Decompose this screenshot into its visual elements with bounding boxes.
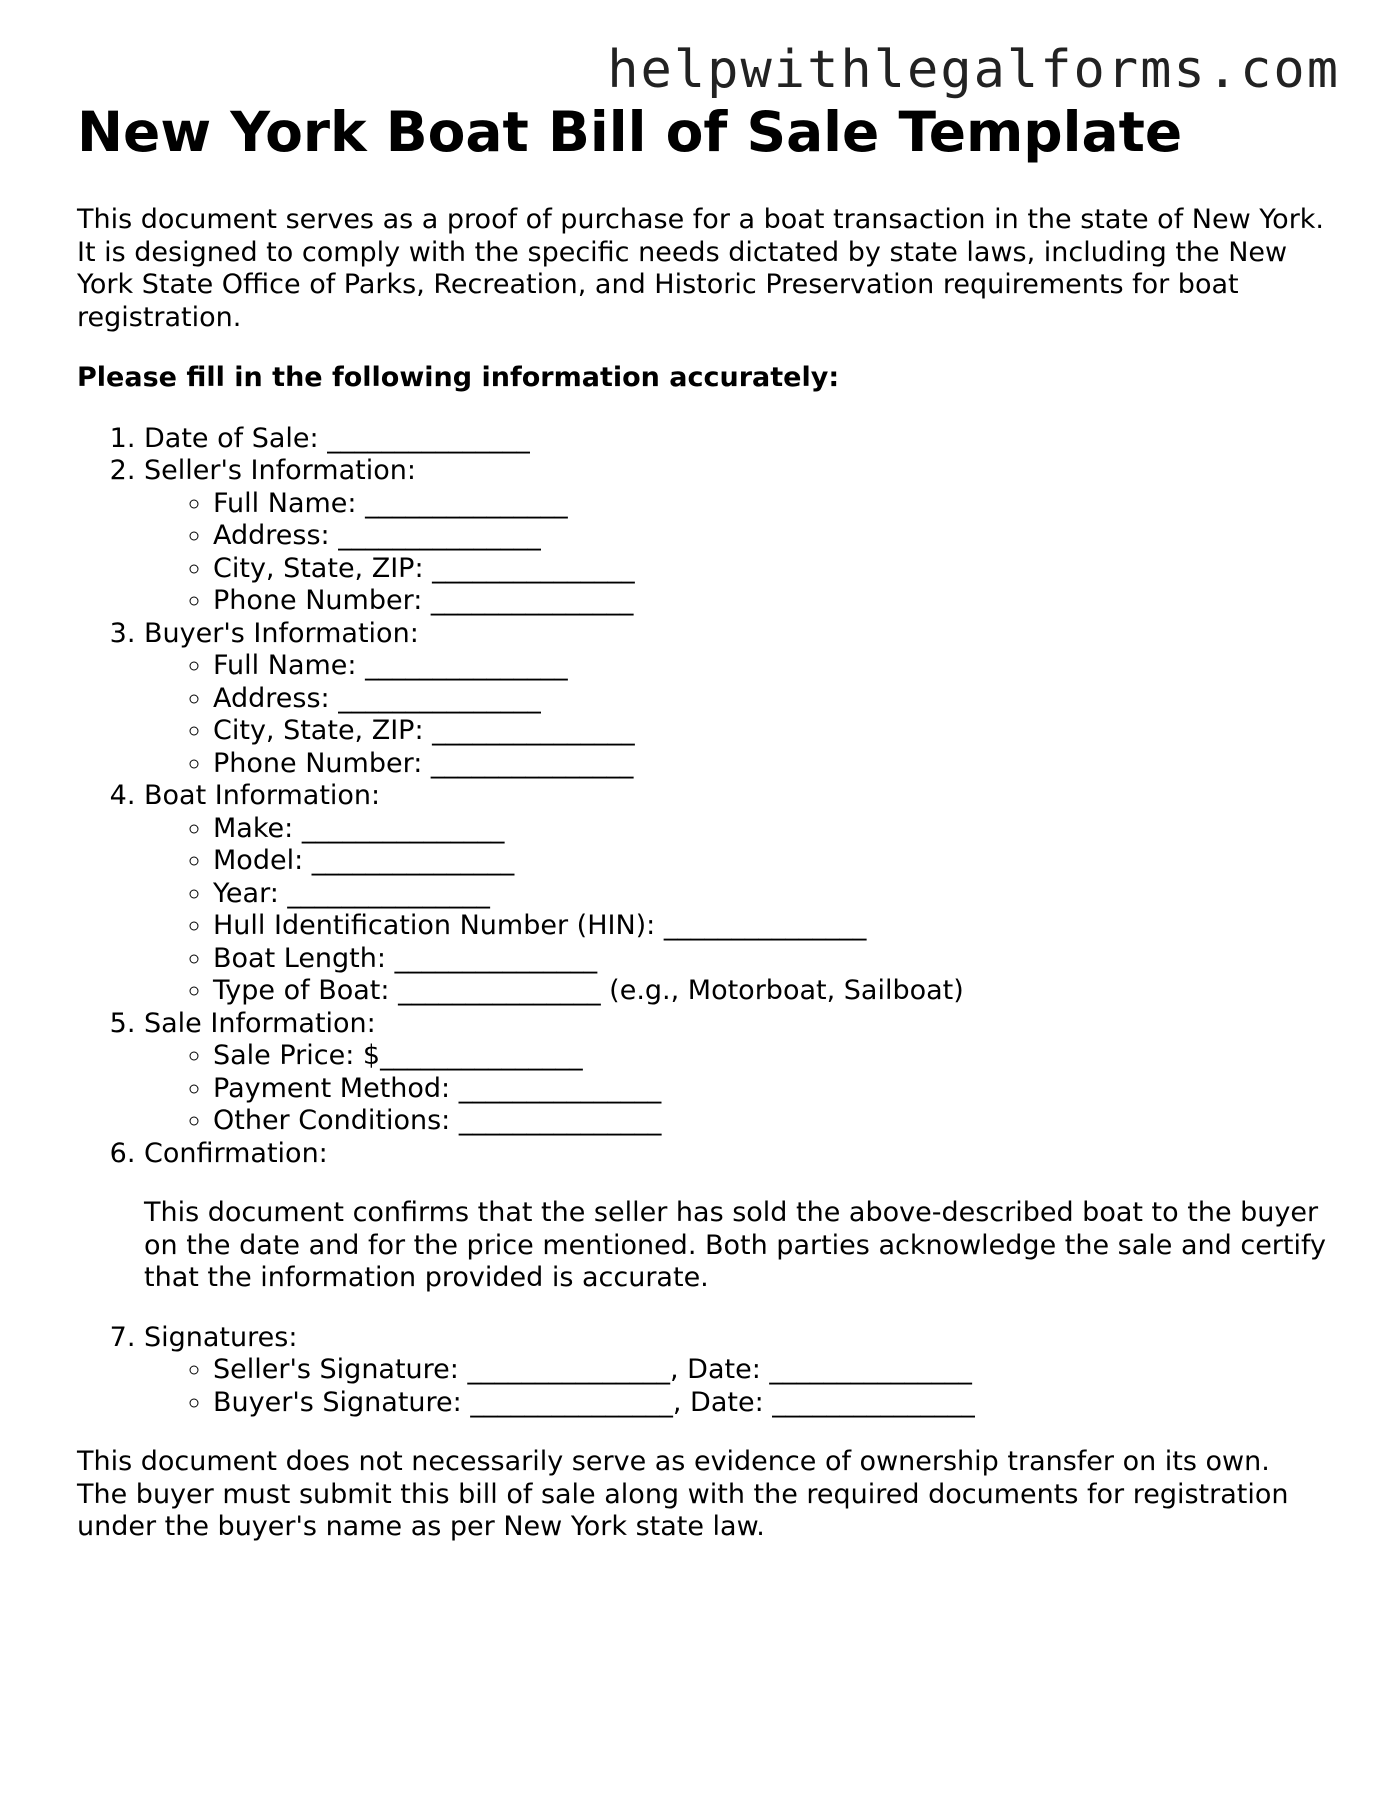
other-conditions-item — [213, 1105, 1327, 1138]
buyer-phone-blank[interactable]: _______________ — [430, 747, 634, 779]
buyer-city-state-zip-label: City, State, ZIP: — [213, 715, 424, 746]
boat-hin-item — [213, 910, 1327, 943]
buyer-address-label: Address: — [213, 682, 330, 714]
buyer-date-blank[interactable]: _______________ — [772, 1386, 975, 1418]
boat-year-item — [213, 878, 1327, 911]
seller-address-blank[interactable]: _______________ — [338, 520, 541, 551]
date-of-sale-label: Date of Sale: — [144, 422, 319, 454]
sale-fields — [144, 1040, 1327, 1138]
sale-price-blank[interactable]: _______________ — [380, 1040, 583, 1071]
other-conditions-blank[interactable]: _______________ — [458, 1105, 662, 1136]
boat-type-hint: (e.g., Motorboat, Sailboat) — [609, 975, 964, 1006]
seller-signature-blank[interactable]: _______________ — [467, 1354, 670, 1385]
confirmation-text: This document confirms that the seller has sold the above-described boat to the buyer on the date and for the price mentioned. Both parties acknowledge the sale and certify that the information provided is accurate. — [144, 1197, 1327, 1293]
buyer-phone-label: Phone Number: — [213, 747, 423, 779]
boat-type-item — [213, 975, 1327, 1008]
boat-make-item — [213, 813, 1327, 846]
boat-fields — [144, 813, 1327, 1008]
boat-make-blank[interactable]: _______________ — [301, 812, 505, 844]
comma-separator: , — [672, 1386, 682, 1418]
boat-model-item — [213, 845, 1327, 878]
buyer-signature-blank[interactable]: _______________ — [470, 1386, 673, 1418]
form-field-list — [77, 423, 1327, 1420]
other-conditions-label: Other Conditions: — [213, 1105, 451, 1136]
seller-info-item — [144, 455, 1327, 618]
boat-length-blank[interactable]: _______________ — [394, 942, 598, 974]
boat-length-label: Boat Length: — [213, 942, 386, 974]
buyer-info-item — [144, 618, 1327, 781]
date-of-sale-blank[interactable]: _______________ — [327, 422, 530, 454]
buyer-signature-item — [213, 1387, 1327, 1420]
seller-full-name-label: Full Name: — [213, 487, 357, 519]
buyer-full-name-item — [213, 650, 1327, 683]
signatures-item — [144, 1322, 1327, 1420]
boat-year-label: Year: — [213, 877, 279, 909]
sale-info-label: Sale Information: — [144, 1007, 376, 1039]
boat-hin-blank[interactable]: _______________ — [663, 910, 867, 941]
sale-info-item — [144, 1008, 1327, 1138]
seller-fields — [144, 488, 1327, 618]
seller-full-name-item — [213, 488, 1327, 521]
seller-city-state-zip-blank[interactable]: _______________ — [432, 552, 635, 584]
closing-paragraph: This document does not necessarily serve as evidence of ownership transfer on its own. The buyer must submit this bill of sale along with the required documents for registration under the buyer's name as per New York state law. — [77, 1446, 1289, 1542]
document-title: New York Boat Bill of Sale Template — [77, 100, 1183, 164]
seller-date-blank[interactable]: _______________ — [769, 1354, 972, 1385]
payment-method-blank[interactable]: _______________ — [458, 1072, 662, 1104]
buyer-full-name-blank[interactable]: _______________ — [365, 650, 568, 681]
date-of-sale-item — [144, 423, 1327, 456]
buyer-address-blank[interactable]: _______________ — [338, 682, 541, 714]
buyer-address-item — [213, 683, 1327, 716]
boat-length-item — [213, 943, 1327, 976]
signatures-label: Signatures: — [144, 1321, 298, 1353]
boat-type-blank[interactable]: _______________ — [398, 975, 601, 1006]
document-page — [77, 100, 1327, 1544]
site-watermark: helpwithlegalforms.com — [607, 40, 1340, 100]
buyer-fields — [144, 650, 1327, 780]
buyer-info-label: Buyer's Information: — [144, 617, 419, 649]
payment-method-label: Payment Method: — [213, 1072, 451, 1104]
boat-hin-label: Hull Identification Number (HIN): — [213, 910, 656, 941]
fill-instruction: Please fill in the following information accurately: — [77, 362, 840, 393]
sale-price-label: Sale Price: $ — [213, 1040, 381, 1071]
payment-method-item — [213, 1073, 1327, 1106]
seller-phone-item — [213, 585, 1327, 618]
seller-address-label: Address: — [213, 520, 330, 551]
seller-phone-label: Phone Number: — [213, 585, 423, 616]
buyer-phone-item — [213, 748, 1327, 781]
comma-separator: , — [669, 1354, 679, 1385]
buyer-date-label: Date: — [690, 1386, 764, 1418]
seller-signature-label: Seller's Signature: — [213, 1354, 459, 1385]
intro-paragraph: This document serves as a proof of purchase for a boat transaction in the state of New York. It is designed to comply with the specific needs dictated by state laws, including the New York State Office of Parks, Recreation, and Historic Preservation requirements for boat registration. — [77, 204, 1325, 333]
boat-model-blank[interactable]: _______________ — [311, 845, 515, 876]
buyer-full-name-label: Full Name: — [213, 650, 357, 681]
buyer-signature-label: Buyer's Signature: — [213, 1386, 462, 1418]
confirmation-item — [144, 1138, 1327, 1295]
boat-type-label: Type of Boat: — [213, 975, 390, 1006]
seller-city-state-zip-item — [213, 553, 1327, 586]
boat-info-label: Boat Information: — [144, 780, 381, 811]
boat-make-label: Make: — [213, 812, 294, 844]
buyer-city-state-zip-item — [213, 715, 1327, 748]
seller-date-label: Date: — [687, 1354, 761, 1385]
boat-model-label: Model: — [213, 845, 304, 876]
seller-signature-item — [213, 1354, 1327, 1387]
sale-price-item — [213, 1040, 1327, 1073]
boat-info-item — [144, 780, 1327, 1008]
buyer-city-state-zip-blank[interactable]: _______________ — [432, 715, 635, 746]
seller-info-label: Seller's Information: — [144, 455, 416, 486]
boat-year-blank[interactable]: _______________ — [287, 877, 490, 909]
seller-full-name-blank[interactable]: _______________ — [365, 487, 568, 519]
seller-address-item — [213, 520, 1327, 553]
seller-city-state-zip-label: City, State, ZIP: — [213, 552, 424, 584]
signature-fields — [144, 1354, 1327, 1419]
seller-phone-blank[interactable]: _______________ — [430, 585, 634, 616]
confirmation-label: Confirmation: — [144, 1137, 328, 1169]
